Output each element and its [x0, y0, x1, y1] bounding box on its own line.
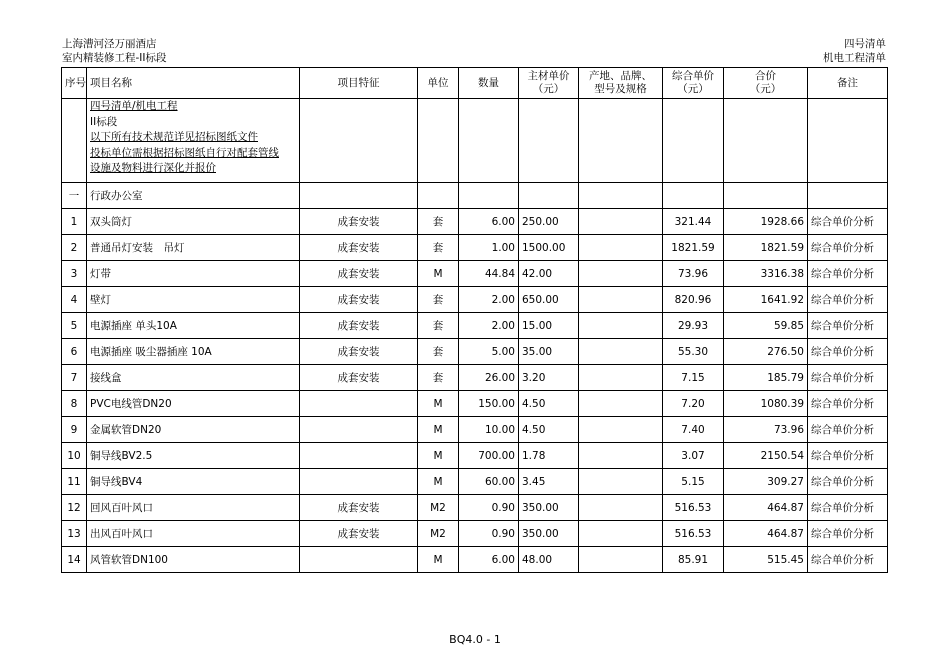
- item-feature: [300, 391, 418, 417]
- item-total: 464.87: [724, 495, 808, 521]
- item-note: 综合单价分析: [808, 261, 888, 287]
- item-seq: 8: [62, 391, 87, 417]
- item-name: 出风百叶风口: [87, 521, 300, 547]
- item-name: 风管软管DN100: [87, 547, 300, 573]
- item-name: 电源插座 单头10A: [87, 313, 300, 339]
- item-origin: [579, 261, 663, 287]
- item-note: 综合单价分析: [808, 391, 888, 417]
- item-feature: 成套安装: [300, 313, 418, 339]
- item-seq: 4: [62, 287, 87, 313]
- col-total: 合价 （元）: [724, 68, 808, 99]
- item-main-price: 1.78: [519, 443, 579, 469]
- item-unit-price: 55.30: [663, 339, 724, 365]
- item-unit-price: 3.07: [663, 443, 724, 469]
- table-row: [62, 287, 888, 313]
- item-note: 综合单价分析: [808, 495, 888, 521]
- item-unit: M: [418, 547, 459, 573]
- item-unit-price: 7.40: [663, 417, 724, 443]
- item-unit: M: [418, 261, 459, 287]
- item-feature: 成套安装: [300, 521, 418, 547]
- item-seq: 3: [62, 261, 87, 287]
- item-note: 综合单价分析: [808, 521, 888, 547]
- table-row: [62, 417, 888, 443]
- item-total: 1080.39: [724, 391, 808, 417]
- item-total: 1821.59: [724, 235, 808, 261]
- item-unit-price: 1821.59: [663, 235, 724, 261]
- intro-title: 四号清单/机电工程: [90, 100, 178, 112]
- item-name: 铜导线BV2.5: [87, 443, 300, 469]
- item-main-price: 1500.00: [519, 235, 579, 261]
- table-row: [62, 313, 888, 339]
- item-feature: 成套安装: [300, 287, 418, 313]
- item-note: 综合单价分析: [808, 417, 888, 443]
- item-note: 综合单价分析: [808, 313, 888, 339]
- item-unit: 套: [418, 209, 459, 235]
- item-name: 铜导线BV4: [87, 469, 300, 495]
- item-main-price: 35.00: [519, 339, 579, 365]
- table-header-row: [62, 68, 888, 99]
- item-origin: [579, 391, 663, 417]
- item-feature: 成套安装: [300, 495, 418, 521]
- item-name: 双头筒灯: [87, 209, 300, 235]
- project-header: [62, 37, 166, 65]
- item-origin: [579, 469, 663, 495]
- table-row: [62, 521, 888, 547]
- item-qty: 6.00: [459, 547, 519, 573]
- intro-note-3: 设施及物料进行深化并报价: [90, 162, 216, 174]
- item-main-price: 4.50: [519, 391, 579, 417]
- intro-section: II标段: [90, 115, 118, 128]
- item-seq: 10: [62, 443, 87, 469]
- item-main-price: 250.00: [519, 209, 579, 235]
- item-total: 73.96: [724, 417, 808, 443]
- item-seq: 11: [62, 469, 87, 495]
- item-qty: 0.90: [459, 495, 519, 521]
- item-main-price: 350.00: [519, 521, 579, 547]
- bill-of-quantities-table: [61, 67, 888, 573]
- item-seq: 1: [62, 209, 87, 235]
- intro-note-2: 投标单位需根据招标图纸自行对配套管线: [90, 146, 279, 159]
- item-origin: [579, 209, 663, 235]
- item-name: 壁灯: [87, 287, 300, 313]
- item-name: 金属软管DN20: [87, 417, 300, 443]
- item-total: 59.85: [724, 313, 808, 339]
- item-qty: 44.84: [459, 261, 519, 287]
- item-seq: 5: [62, 313, 87, 339]
- item-feature: 成套安装: [300, 339, 418, 365]
- item-unit-price: 7.15: [663, 365, 724, 391]
- item-note: 综合单价分析: [808, 443, 888, 469]
- col-seq: 序号: [62, 68, 87, 99]
- item-unit: M: [418, 443, 459, 469]
- item-seq: 9: [62, 417, 87, 443]
- bill-title: 机电工程清单: [823, 52, 886, 64]
- item-unit: 套: [418, 287, 459, 313]
- item-main-price: 4.50: [519, 417, 579, 443]
- table-row: [62, 443, 888, 469]
- item-main-price: 3.20: [519, 365, 579, 391]
- col-feature: 项目特征: [300, 68, 418, 99]
- col-name: 项目名称: [87, 68, 300, 99]
- item-unit-price: 820.96: [663, 287, 724, 313]
- item-main-price: 42.00: [519, 261, 579, 287]
- item-seq: 6: [62, 339, 87, 365]
- item-qty: 700.00: [459, 443, 519, 469]
- table-row: [62, 209, 888, 235]
- item-seq: 12: [62, 495, 87, 521]
- item-feature: 成套安装: [300, 365, 418, 391]
- table-row: [62, 391, 888, 417]
- item-origin: [579, 547, 663, 573]
- item-feature: 成套安装: [300, 261, 418, 287]
- item-note: 综合单价分析: [808, 235, 888, 261]
- item-unit: M2: [418, 521, 459, 547]
- table-row: [62, 339, 888, 365]
- item-note: 综合单价分析: [808, 209, 888, 235]
- item-main-price: 48.00: [519, 547, 579, 573]
- item-unit-price: 85.91: [663, 547, 724, 573]
- item-note: 综合单价分析: [808, 339, 888, 365]
- intro-description: [87, 99, 300, 183]
- page-number: BQ4.0 - 1: [449, 633, 501, 646]
- item-total: 185.79: [724, 365, 808, 391]
- item-name: 电源插座 吸尘器插座 10A: [87, 339, 300, 365]
- item-unit-price: 29.93: [663, 313, 724, 339]
- item-unit-price: 516.53: [663, 495, 724, 521]
- item-main-price: 650.00: [519, 287, 579, 313]
- item-origin: [579, 313, 663, 339]
- col-note: 备注: [808, 68, 888, 99]
- table-row: [62, 469, 888, 495]
- item-origin: [579, 495, 663, 521]
- item-qty: 0.90: [459, 521, 519, 547]
- table-row: [62, 547, 888, 573]
- intro-row: [62, 99, 888, 183]
- bill-number: 四号清单: [844, 38, 886, 50]
- item-qty: 5.00: [459, 339, 519, 365]
- item-origin: [579, 443, 663, 469]
- item-note: 综合单价分析: [808, 547, 888, 573]
- item-origin: [579, 235, 663, 261]
- item-feature: [300, 469, 418, 495]
- item-name: PVC电线管DN20: [87, 391, 300, 417]
- table-row: [62, 365, 888, 391]
- item-seq: 2: [62, 235, 87, 261]
- item-feature: [300, 417, 418, 443]
- item-total: 1641.92: [724, 287, 808, 313]
- item-unit: 套: [418, 339, 459, 365]
- item-name: 普通吊灯安装 吊灯: [87, 235, 300, 261]
- item-origin: [579, 339, 663, 365]
- item-note: 综合单价分析: [808, 365, 888, 391]
- item-total: 309.27: [724, 469, 808, 495]
- section-name: 行政办公室: [87, 183, 300, 209]
- item-seq: 14: [62, 547, 87, 573]
- item-seq: 13: [62, 521, 87, 547]
- item-unit-price: 7.20: [663, 391, 724, 417]
- col-qty: 数量: [459, 68, 519, 99]
- item-total: 3316.38: [724, 261, 808, 287]
- item-main-price: 350.00: [519, 495, 579, 521]
- item-origin: [579, 521, 663, 547]
- project-name: 上海漕河泾万丽酒店: [62, 38, 157, 50]
- item-feature: 成套安装: [300, 209, 418, 235]
- item-name: 回风百叶风口: [87, 495, 300, 521]
- item-total: 276.50: [724, 339, 808, 365]
- item-unit-price: 321.44: [663, 209, 724, 235]
- bill-header: [823, 37, 886, 65]
- col-origin: 产地、品牌、 型号及规格: [579, 68, 663, 99]
- intro-note-1: 以下所有技术规范详见招标图纸文件: [90, 131, 258, 143]
- item-main-price: 15.00: [519, 313, 579, 339]
- item-total: 464.87: [724, 521, 808, 547]
- item-unit: 套: [418, 235, 459, 261]
- project-section: 室内精装修工程-II标段: [62, 52, 167, 64]
- section-row: [62, 183, 888, 209]
- item-qty: 6.00: [459, 209, 519, 235]
- item-main-price: 3.45: [519, 469, 579, 495]
- item-qty: 26.00: [459, 365, 519, 391]
- item-total: 1928.66: [724, 209, 808, 235]
- item-origin: [579, 417, 663, 443]
- item-unit: M: [418, 391, 459, 417]
- table-row: [62, 261, 888, 287]
- item-unit: M2: [418, 495, 459, 521]
- table-row: [62, 235, 888, 261]
- item-seq: 7: [62, 365, 87, 391]
- item-unit: 套: [418, 313, 459, 339]
- item-qty: 1.00: [459, 235, 519, 261]
- item-total: 2150.54: [724, 443, 808, 469]
- item-unit: 套: [418, 365, 459, 391]
- item-note: 综合单价分析: [808, 469, 888, 495]
- item-qty: 2.00: [459, 287, 519, 313]
- item-name: 灯带: [87, 261, 300, 287]
- col-unit: 单位: [418, 68, 459, 99]
- item-qty: 150.00: [459, 391, 519, 417]
- item-note: 综合单价分析: [808, 287, 888, 313]
- item-feature: 成套安装: [300, 235, 418, 261]
- section-seq: 一: [62, 183, 87, 209]
- item-total: 515.45: [724, 547, 808, 573]
- item-qty: 2.00: [459, 313, 519, 339]
- item-feature: [300, 547, 418, 573]
- col-main-price: 主材单价 （元）: [519, 68, 579, 99]
- col-unit-price: 综合单价 （元）: [663, 68, 724, 99]
- item-unit-price: 5.15: [663, 469, 724, 495]
- item-unit-price: 516.53: [663, 521, 724, 547]
- item-qty: 10.00: [459, 417, 519, 443]
- item-unit-price: 73.96: [663, 261, 724, 287]
- table-row: [62, 495, 888, 521]
- item-name: 接线盒: [87, 365, 300, 391]
- item-feature: [300, 443, 418, 469]
- item-unit: M: [418, 469, 459, 495]
- item-unit: M: [418, 417, 459, 443]
- item-qty: 60.00: [459, 469, 519, 495]
- item-origin: [579, 287, 663, 313]
- item-origin: [579, 365, 663, 391]
